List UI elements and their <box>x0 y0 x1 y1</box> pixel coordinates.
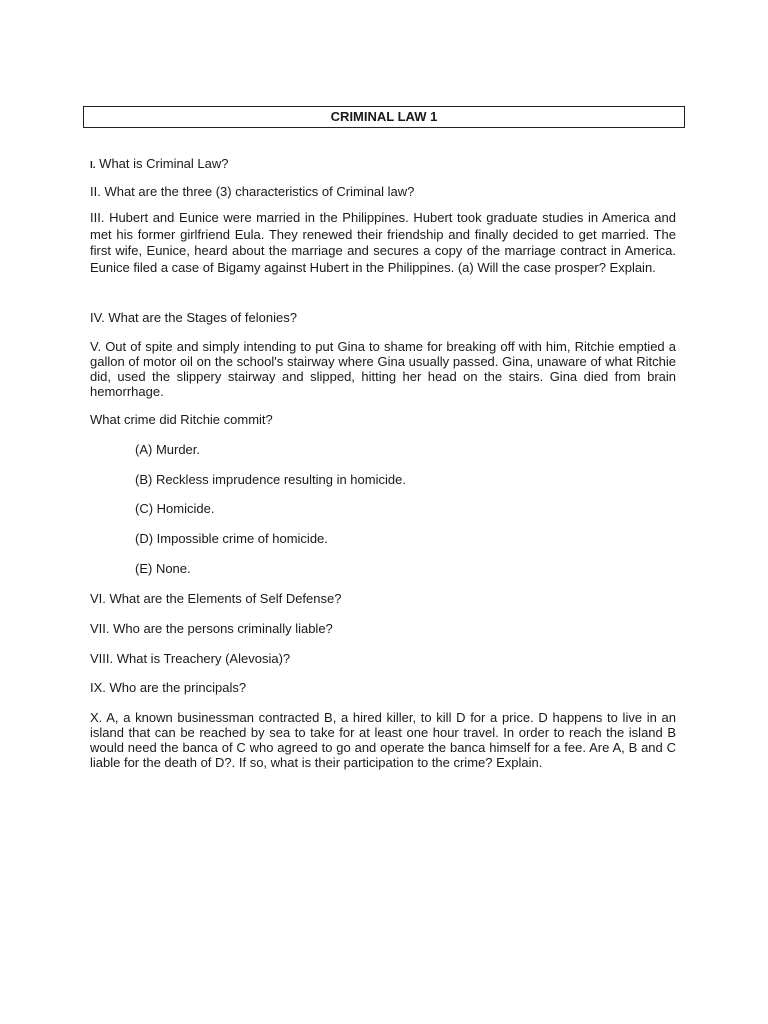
question-4: IV. What are the Stages of felonies? <box>90 310 297 325</box>
question-1 <box>90 156 676 175</box>
option-d: (D) Impossible crime of homicide. <box>135 531 328 546</box>
question-5: V. Out of spite and simply intending to put Gina to shame for breaking off with him, Ritchie emptied a gallon of motor oil on the school's stairway where Gina usually passed. Gina, unaware of what Ritchie did, used the slippery stairway and slipped, hitting her head on the stairs. Gina died from brain hemorrhage. <box>90 339 676 399</box>
question-6: VI. What are the Elements of Self Defense? <box>90 591 342 606</box>
option-e: (E) None. <box>135 561 191 576</box>
question-9: IX. Who are the principals? <box>90 680 247 695</box>
document-title: CRIMINAL LAW 1 <box>83 106 685 128</box>
question-5-prompt: What crime did Ritchie commit? <box>90 412 273 427</box>
question-1-number: I. <box>90 160 96 171</box>
question-2: II. What are the three (3) characteristics of Criminal law? <box>90 184 415 199</box>
question-8: VIII. What is Treachery (Alevosia)? <box>90 651 291 666</box>
option-c: (C) Homicide. <box>135 501 215 516</box>
question-3: III. Hubert and Eunice were married in the Philippines. Hubert took graduate studies in America and met his former girlfriend Eula. They renewed their friendship and finally decided to get married. The first wife, Eunice, heard about the marriage and secures a copy of the marriage contract in America. Eunice filed a case of Bigamy against Hubert in the Philippines. (a) Will the case prosper? Explain. <box>90 210 676 275</box>
option-a: (A) Murder. <box>135 442 201 457</box>
option-b: (B) Reckless imprudence resulting in homicide. <box>135 472 406 487</box>
question-10: X. A, a known businessman contracted B, a hired killer, to kill D for a price. D happens to live in an island that can be reached by sea to take for at least one hour travel. In order to reach the island B would need the banca of C who agreed to go and operate the banca himself for a fee. Are A, B and C liable for the death of D?. If so, what is their participation to the crime? Explain. <box>90 710 676 770</box>
question-7: VII. Who are the persons criminally liable? <box>90 621 333 636</box>
question-1-text: What is Criminal Law? <box>95 156 229 171</box>
